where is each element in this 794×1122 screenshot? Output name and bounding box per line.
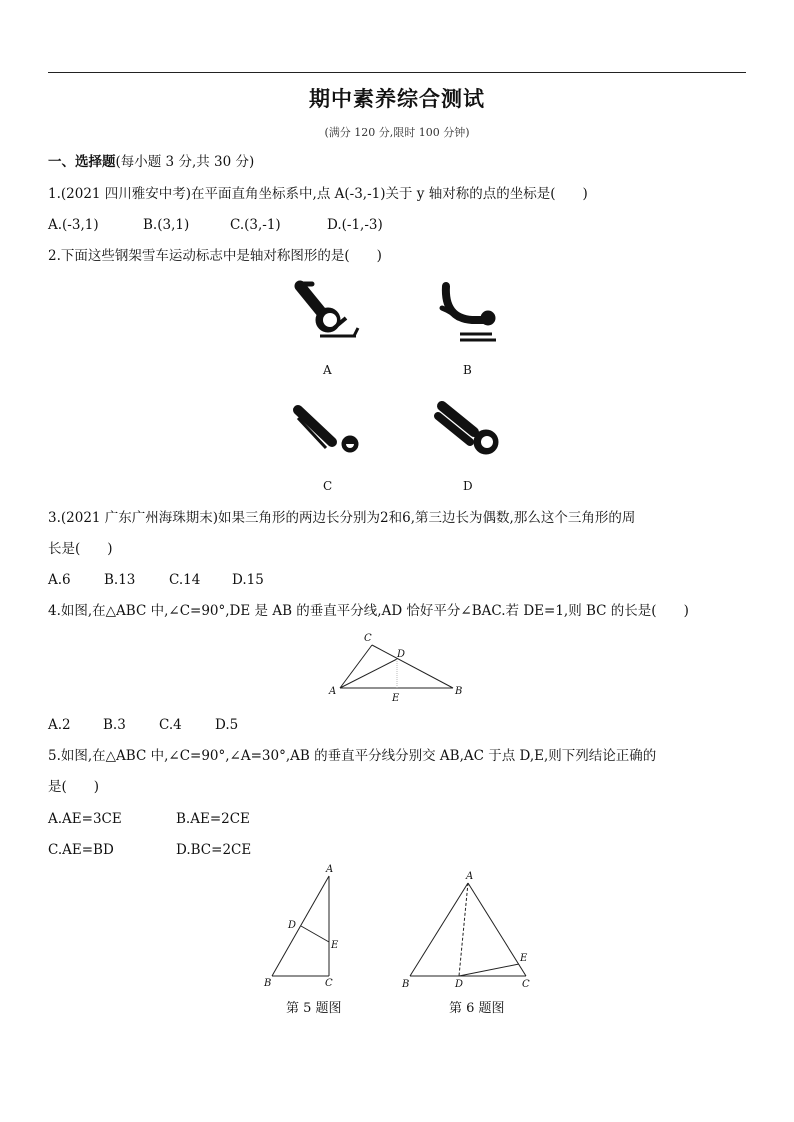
q1-option-d[interactable]: D.(-1,-3): [327, 217, 383, 233]
fig5-triangle-figure: [258, 862, 358, 992]
skeleton-sled-icon-c: [290, 400, 365, 460]
q1-option-a[interactable]: A.(-3,1): [48, 217, 99, 233]
fig6-point-e: E: [520, 953, 528, 964]
q4-option-c[interactable]: C.4: [159, 717, 182, 733]
q5-option-a[interactable]: A.AE=3CE: [48, 811, 122, 827]
q4-triangle-figure: [326, 628, 476, 708]
q3-option-b[interactable]: B.13: [104, 572, 136, 588]
q2-label-a: A: [323, 363, 332, 377]
fig5-point-c: C: [325, 978, 333, 989]
fig5-caption: 第 5 题图: [286, 1001, 342, 1016]
question-1-text: 1.(2021 四川雅安中考)在平面直角坐标系中,点 A(-3,-1)关于 y 轴对称的点的坐标是( ): [48, 186, 588, 202]
q2-label-d: D: [463, 479, 473, 493]
fig6-side-ac: [468, 883, 526, 976]
q4-point-a: A: [329, 686, 337, 697]
fig6-point-b: B: [402, 979, 410, 990]
q4-segment-ad: [340, 659, 397, 688]
q3-option-d[interactable]: D.15: [232, 572, 264, 588]
q4-point-b: B: [455, 686, 463, 697]
page-subtitle: (满分 120 分,限时 100 分钟): [324, 126, 470, 139]
fig6-segment-de: [459, 964, 519, 976]
q3-option-a[interactable]: A.6: [48, 572, 71, 588]
question-3-options: [48, 571, 264, 589]
q4-option-a[interactable]: A.2: [48, 717, 71, 733]
q4-point-c: C: [364, 633, 372, 644]
section-heading: [48, 153, 254, 171]
fig6-point-c: C: [522, 979, 530, 990]
question-2-text: 2.下面这些钢架雪车运动标志中是轴对称图形的是( ): [48, 248, 382, 264]
q3-option-c[interactable]: C.14: [169, 572, 201, 588]
q1-option-b[interactable]: B.(3,1): [143, 217, 190, 233]
question-5-text-line1: 5.如图,在△ABC 中,∠C=90°,∠A=30°,AB 的垂直平分线分别交 AB,AC 于点 D,E,则下列结论正确的: [48, 748, 657, 764]
q5-option-d[interactable]: D.BC=2CE: [176, 842, 252, 858]
question-4-text: 4.如图,在△ABC 中,∠C=90°,DE 是 AB 的垂直平分线,AD 恰好平分∠BAC.若 DE=1,则 BC 的长是( ): [48, 603, 689, 619]
question-5-text-line2: 是( ): [48, 779, 100, 795]
fig5-point-b: B: [264, 978, 272, 989]
skeleton-sled-icon-a: [290, 278, 365, 348]
question-5-options-row1: [48, 810, 250, 828]
q4-side-cb: [372, 645, 453, 688]
q4-point-d: D: [397, 649, 406, 660]
fig6-side-ba: [410, 883, 468, 976]
q4-point-e: E: [392, 693, 400, 704]
fig6-point-d: D: [455, 979, 464, 990]
q4-option-b[interactable]: B.3: [103, 717, 126, 733]
q4-side-ac: [340, 645, 372, 688]
question-5-options-row2: [48, 841, 251, 859]
q5-option-c[interactable]: C.AE=BD: [48, 842, 114, 858]
section-note: (每小题 3 分,共 30 分): [115, 154, 255, 170]
section-title: 一、选择题: [48, 154, 116, 170]
fig5-point-e: E: [331, 940, 339, 951]
skeleton-sled-icon-d: [430, 396, 505, 462]
fig5-segment-de: [301, 926, 329, 942]
fig5-point-d: D: [288, 920, 297, 931]
q1-option-c[interactable]: C.(3,-1): [230, 217, 281, 233]
q5-option-b[interactable]: B.AE=2CE: [176, 811, 250, 827]
q2-label-b: B: [463, 363, 472, 377]
question-4-options: [48, 716, 238, 734]
question-3-text-line1: 3.(2021 广东广州海珠期末)如果三角形的两边长分别为2和6,第三边长为偶数,那么这个三角形的周: [48, 510, 636, 526]
fig5-side-ab: [272, 876, 329, 976]
fig6-point-a: A: [466, 871, 474, 882]
fig6-triangle-figure: [398, 868, 548, 992]
skeleton-sled-icon-b: [432, 278, 507, 348]
question-1-options: [48, 216, 383, 234]
question-3-text-line2: 长是( ): [48, 541, 113, 557]
page-title: 期中素养综合测试: [309, 87, 485, 111]
fig6-segment-ad: [459, 883, 468, 976]
fig5-point-a: A: [326, 864, 334, 875]
fig6-caption: 第 6 题图: [449, 1001, 505, 1016]
top-rule: [48, 72, 746, 73]
q2-label-c: C: [323, 479, 333, 493]
q4-option-d[interactable]: D.5: [215, 717, 239, 733]
